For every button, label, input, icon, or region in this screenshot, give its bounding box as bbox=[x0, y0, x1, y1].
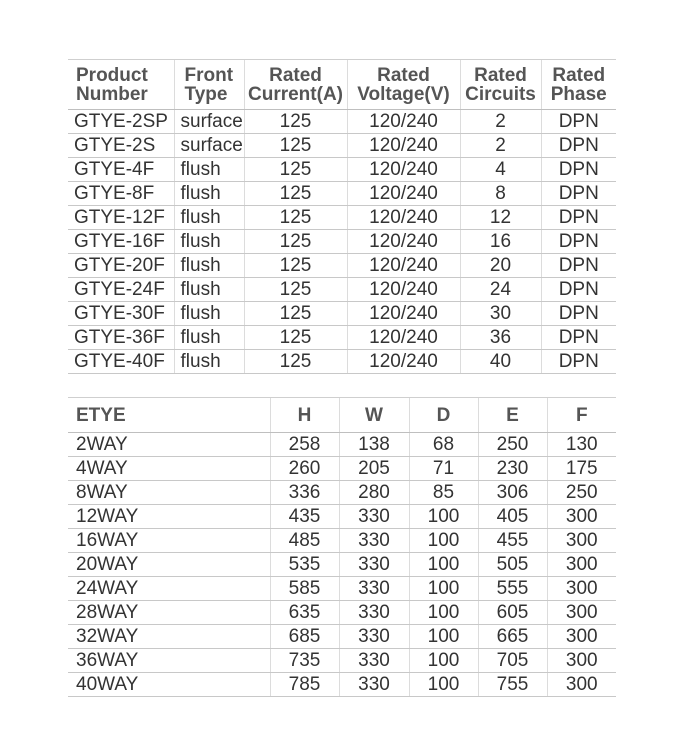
table-cell: DPN bbox=[541, 230, 616, 254]
table-cell: 330 bbox=[339, 529, 409, 553]
table-cell: 120/240 bbox=[347, 206, 460, 230]
table-cell: 120/240 bbox=[347, 134, 460, 158]
table-cell: 125 bbox=[244, 158, 347, 182]
table-cell: 300 bbox=[547, 529, 616, 553]
table-cell: 635 bbox=[270, 601, 339, 625]
table-row bbox=[68, 505, 616, 529]
table-cell: DPN bbox=[541, 326, 616, 350]
table-cell: flush bbox=[174, 206, 244, 230]
table-row bbox=[68, 457, 616, 481]
table-cell: 125 bbox=[244, 278, 347, 302]
table-cell: DPN bbox=[541, 182, 616, 206]
table-cell: DPN bbox=[541, 254, 616, 278]
table-cell: 735 bbox=[270, 649, 339, 673]
table-cell: 455 bbox=[478, 529, 547, 553]
header-f: F bbox=[547, 398, 616, 433]
table-cell: 405 bbox=[478, 505, 547, 529]
table-cell: 125 bbox=[244, 110, 347, 134]
table-row bbox=[68, 481, 616, 505]
table-cell: 120/240 bbox=[347, 182, 460, 206]
table-cell: 120/240 bbox=[347, 158, 460, 182]
table-row bbox=[68, 254, 616, 278]
table-cell: 12WAY bbox=[68, 505, 270, 529]
table-cell: 125 bbox=[244, 182, 347, 206]
table-row bbox=[68, 110, 616, 134]
table-cell: 535 bbox=[270, 553, 339, 577]
table-cell: 330 bbox=[339, 649, 409, 673]
table-cell: 300 bbox=[547, 625, 616, 649]
table-cell: GTYE-30F bbox=[68, 302, 174, 326]
table-row bbox=[68, 326, 616, 350]
table-cell: DPN bbox=[541, 302, 616, 326]
table-cell: DPN bbox=[541, 134, 616, 158]
table-row bbox=[68, 601, 616, 625]
table-cell: 585 bbox=[270, 577, 339, 601]
table-cell: 24WAY bbox=[68, 577, 270, 601]
header-etye: ETYE bbox=[68, 398, 270, 433]
table-cell: 8 bbox=[460, 182, 541, 206]
table-cell: 300 bbox=[547, 649, 616, 673]
table-row bbox=[68, 302, 616, 326]
table-cell: 300 bbox=[547, 673, 616, 697]
table-cell: 20WAY bbox=[68, 553, 270, 577]
table-cell: GTYE-2SP bbox=[68, 110, 174, 134]
table-cell: 605 bbox=[478, 601, 547, 625]
table-cell: 336 bbox=[270, 481, 339, 505]
table-cell: 16 bbox=[460, 230, 541, 254]
table-cell: 120/240 bbox=[347, 302, 460, 326]
table-cell: 300 bbox=[547, 577, 616, 601]
header-front-type: Front Type bbox=[174, 60, 244, 110]
table-cell: 24 bbox=[460, 278, 541, 302]
table-cell: flush bbox=[174, 230, 244, 254]
table-cell: 485 bbox=[270, 529, 339, 553]
table-cell: 260 bbox=[270, 457, 339, 481]
table-cell: 230 bbox=[478, 457, 547, 481]
table-cell: 300 bbox=[547, 505, 616, 529]
table-row bbox=[68, 206, 616, 230]
table-cell: 100 bbox=[409, 553, 478, 577]
table-cell: DPN bbox=[541, 350, 616, 374]
table-cell: 100 bbox=[409, 625, 478, 649]
table-cell: 100 bbox=[409, 601, 478, 625]
table-row bbox=[68, 577, 616, 601]
table-cell: 100 bbox=[409, 505, 478, 529]
table-cell: 120/240 bbox=[347, 230, 460, 254]
header-d: D bbox=[409, 398, 478, 433]
table-cell: 300 bbox=[547, 601, 616, 625]
dimension-table-header bbox=[68, 398, 616, 433]
table-row bbox=[68, 278, 616, 302]
table-cell: 705 bbox=[478, 649, 547, 673]
table-cell: 258 bbox=[270, 433, 339, 457]
table-cell: 8WAY bbox=[68, 481, 270, 505]
table-cell: 250 bbox=[478, 433, 547, 457]
table-cell: 4WAY bbox=[68, 457, 270, 481]
table-cell: 755 bbox=[478, 673, 547, 697]
table-cell: DPN bbox=[541, 110, 616, 134]
table-cell: 785 bbox=[270, 673, 339, 697]
header-rated-current: Rated Current(A) bbox=[244, 60, 347, 110]
table-row bbox=[68, 134, 616, 158]
table-cell: 120/240 bbox=[347, 110, 460, 134]
table-row bbox=[68, 649, 616, 673]
table-cell: surface bbox=[174, 134, 244, 158]
table-cell: flush bbox=[174, 158, 244, 182]
table-cell: 32WAY bbox=[68, 625, 270, 649]
table-cell: 125 bbox=[244, 302, 347, 326]
table-cell: 100 bbox=[409, 673, 478, 697]
table-cell: 100 bbox=[409, 649, 478, 673]
table-cell: 120/240 bbox=[347, 350, 460, 374]
header-rated-voltage: Rated Voltage(V) bbox=[347, 60, 460, 110]
table-cell: 435 bbox=[270, 505, 339, 529]
header-e: E bbox=[478, 398, 547, 433]
table-cell: GTYE-2S bbox=[68, 134, 174, 158]
table-cell: 205 bbox=[339, 457, 409, 481]
table-row bbox=[68, 673, 616, 697]
table-cell: 330 bbox=[339, 553, 409, 577]
table-cell: 30 bbox=[460, 302, 541, 326]
table-cell: flush bbox=[174, 278, 244, 302]
table-cell: 28WAY bbox=[68, 601, 270, 625]
table-cell: 4 bbox=[460, 158, 541, 182]
table-cell: flush bbox=[174, 182, 244, 206]
table-cell: 138 bbox=[339, 433, 409, 457]
table-cell: 175 bbox=[547, 457, 616, 481]
table-cell: 330 bbox=[339, 577, 409, 601]
table-cell: surface bbox=[174, 110, 244, 134]
table-cell: 125 bbox=[244, 326, 347, 350]
table-cell: flush bbox=[174, 350, 244, 374]
table-row bbox=[68, 553, 616, 577]
table-cell: 665 bbox=[478, 625, 547, 649]
table-cell: 685 bbox=[270, 625, 339, 649]
header-w: W bbox=[339, 398, 409, 433]
table-cell: GTYE-20F bbox=[68, 254, 174, 278]
table-cell: GTYE-24F bbox=[68, 278, 174, 302]
table-cell: 120/240 bbox=[347, 254, 460, 278]
table-cell: 555 bbox=[478, 577, 547, 601]
table-cell: 85 bbox=[409, 481, 478, 505]
rating-table bbox=[68, 59, 616, 374]
table-cell: flush bbox=[174, 254, 244, 278]
table-cell: DPN bbox=[541, 278, 616, 302]
table-cell: GTYE-12F bbox=[68, 206, 174, 230]
table-cell: GTYE-4F bbox=[68, 158, 174, 182]
table-cell: 505 bbox=[478, 553, 547, 577]
table-cell: 330 bbox=[339, 625, 409, 649]
header-rated-phase: Rated Phase bbox=[541, 60, 616, 110]
table-cell: 125 bbox=[244, 254, 347, 278]
table-row bbox=[68, 350, 616, 374]
table-cell: GTYE-8F bbox=[68, 182, 174, 206]
table-cell: 16WAY bbox=[68, 529, 270, 553]
table-cell: DPN bbox=[541, 206, 616, 230]
table-cell: 125 bbox=[244, 350, 347, 374]
dimension-table bbox=[68, 397, 616, 697]
rating-table-header bbox=[68, 60, 616, 110]
table-cell: GTYE-40F bbox=[68, 350, 174, 374]
table-cell: GTYE-36F bbox=[68, 326, 174, 350]
table-cell: 2 bbox=[460, 110, 541, 134]
table-cell: 2 bbox=[460, 134, 541, 158]
table-cell: 36 bbox=[460, 326, 541, 350]
table-cell: 125 bbox=[244, 134, 347, 158]
table-cell: 12 bbox=[460, 206, 541, 230]
table-cell: 36WAY bbox=[68, 649, 270, 673]
table-cell: GTYE-16F bbox=[68, 230, 174, 254]
header-product-number: Product Number bbox=[68, 60, 174, 110]
header-h: H bbox=[270, 398, 339, 433]
table-cell: 330 bbox=[339, 673, 409, 697]
table-row bbox=[68, 230, 616, 254]
table-cell: flush bbox=[174, 326, 244, 350]
table-cell: flush bbox=[174, 302, 244, 326]
table-cell: 40WAY bbox=[68, 673, 270, 697]
table-row bbox=[68, 182, 616, 206]
table-cell: 125 bbox=[244, 230, 347, 254]
table-row bbox=[68, 433, 616, 457]
table-cell: 2WAY bbox=[68, 433, 270, 457]
table-cell: 120/240 bbox=[347, 326, 460, 350]
table-row bbox=[68, 625, 616, 649]
table-cell: DPN bbox=[541, 158, 616, 182]
table-cell: 71 bbox=[409, 457, 478, 481]
table-row bbox=[68, 158, 616, 182]
table-cell: 250 bbox=[547, 481, 616, 505]
table-cell: 330 bbox=[339, 601, 409, 625]
table-cell: 330 bbox=[339, 505, 409, 529]
header-rated-circuits: Rated Circuits bbox=[460, 60, 541, 110]
table-cell: 120/240 bbox=[347, 278, 460, 302]
table-cell: 125 bbox=[244, 206, 347, 230]
table-cell: 100 bbox=[409, 577, 478, 601]
table-cell: 300 bbox=[547, 553, 616, 577]
table-cell: 68 bbox=[409, 433, 478, 457]
table-row bbox=[68, 529, 616, 553]
table-cell: 40 bbox=[460, 350, 541, 374]
table-cell: 130 bbox=[547, 433, 616, 457]
table-cell: 20 bbox=[460, 254, 541, 278]
table-cell: 280 bbox=[339, 481, 409, 505]
table-cell: 100 bbox=[409, 529, 478, 553]
table-cell: 306 bbox=[478, 481, 547, 505]
